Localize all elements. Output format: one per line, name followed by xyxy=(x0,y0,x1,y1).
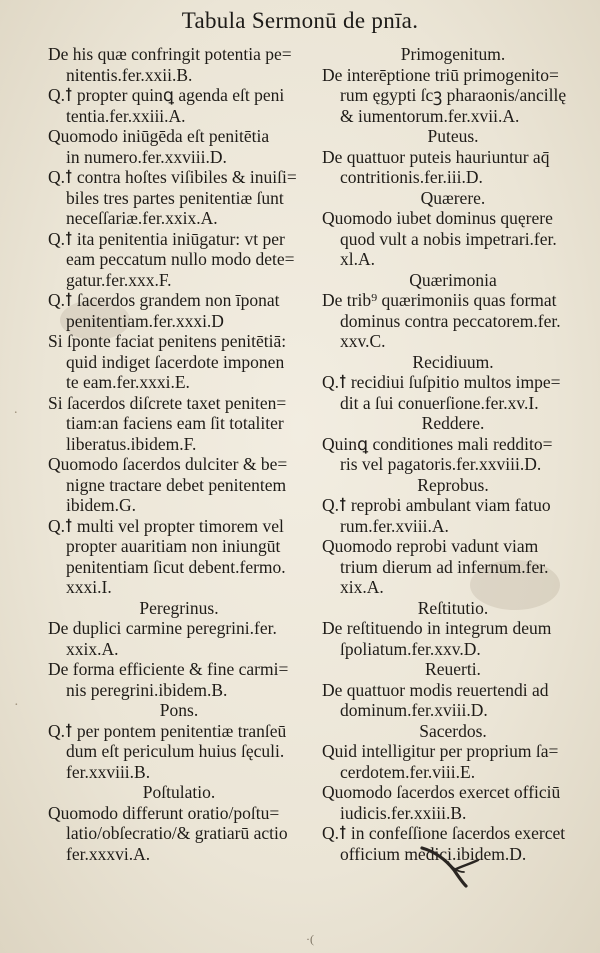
ink-flourish-icon xyxy=(418,842,482,890)
index-heading: Pons. xyxy=(159,700,199,720)
index-entry-line: xxix.A. xyxy=(66,638,119,659)
index-heading: Primogenitum. xyxy=(400,44,506,64)
index-entry-line: xl.A. xyxy=(340,249,375,269)
index-entry-line: Q.ꝉ reprobi ambulant viam fatuo xyxy=(322,495,551,515)
index-entry-line: ris vel pagatoris.fer.xxviii.D. xyxy=(340,454,542,474)
margin-dot: . xyxy=(14,402,18,417)
index-entry-line: Quomodo reprobi vadunt viam xyxy=(322,536,539,556)
index-heading: Reuerti. xyxy=(425,659,481,679)
index-heading: Reddere. xyxy=(421,413,485,433)
index-heading: Reſtitutio. xyxy=(417,597,489,618)
index-entry-line: Quomodo differunt oratio/poſtu= xyxy=(48,802,280,823)
index-heading: Peregrinus. xyxy=(139,597,219,618)
index-heading: Reprobus. xyxy=(417,474,489,495)
index-entry-line: rum.fer.xviii.A. xyxy=(340,515,449,536)
index-entry-line: biles tres partes penitentiæ ſunt xyxy=(66,187,284,208)
index-entry-line: fer.xxviii.B. xyxy=(66,761,151,782)
index-entry-line: nitentis.fer.xxii.B. xyxy=(66,64,193,85)
index-entry-line: ſpoliatum.fer.xxv.D. xyxy=(340,638,481,659)
index-entry-line: Q.ꝉ in confeſſione ſacerdos exercet xyxy=(322,823,566,843)
index-entry-line: nis peregrini.ibidem.B. xyxy=(66,679,228,700)
left-column xyxy=(48,44,310,864)
index-entry-line: De forma efficiente & fine carmi= xyxy=(48,659,289,679)
index-entry-line: penitentiam.fer.xxxi.D xyxy=(66,310,224,331)
index-entry-line: De his quæ confringit potentia pe= xyxy=(48,44,292,64)
index-entry-line: De duplici carmine peregrini.fer. xyxy=(48,618,277,638)
index-entry-line: Quid intelligitur per proprium ſa= xyxy=(322,741,559,761)
index-entry-line: dominum.fer.xviii.D. xyxy=(340,700,488,720)
index-entry-line: tiam:an faciens eam ſit totaliter xyxy=(66,413,284,433)
index-heading: Recidiuum. xyxy=(412,351,494,372)
index-entry-line: Si ſacerdos diſcrete taxet peniten= xyxy=(48,392,287,413)
index-heading: Quærimonia xyxy=(409,269,497,290)
index-entry-line: De trib⁹ quærimoniis quas format xyxy=(322,290,557,310)
index-entry-line: & iumentorum.fer.xvii.A. xyxy=(340,105,520,126)
index-heading: Poſtulatio. xyxy=(142,782,216,802)
index-entry-line: quod vult a nobis impetrari.fer. xyxy=(340,228,557,249)
index-entry-line: Q.ꝉ per pontem penitentiæ tranſeū xyxy=(48,720,287,741)
index-entry-line: neceſſariæ.fer.xxix.A. xyxy=(66,208,218,228)
index-entry-line: xxxi.I. xyxy=(66,577,112,597)
index-heading: Puteus. xyxy=(427,126,479,146)
index-entry-line: dominus contra peccatorem.fer. xyxy=(340,310,561,331)
index-entry-line: eam peccatum nullo modo dete= xyxy=(66,249,295,269)
index-entry-line: propter auaritiam non iniungūt xyxy=(66,536,281,556)
index-entry-line: Q.ꝉ ita penitentia iniūgatur: vt per xyxy=(48,228,285,249)
index-entry-line: xix.A. xyxy=(340,577,384,597)
index-entry-line: Q.ꝉ recidiui ſuſpitio multos impe= xyxy=(322,372,561,392)
index-entry-line: quid indiget ſacerdote imponen xyxy=(66,351,285,372)
index-entry-line: De quattuor puteis hauriuntur aq̄ xyxy=(322,146,550,167)
index-entry-line: tentia.fer.xxiii.A. xyxy=(66,105,186,126)
index-entry-line: liberatus.ibidem.F. xyxy=(66,433,197,454)
page-title: Tabula Sermonū de pnīa. xyxy=(181,8,419,33)
index-entry-line: dum eſt periculum huius ſęculi. xyxy=(66,741,285,761)
margin-dot: · xyxy=(14,698,19,713)
index-entry-line: Q.ꝉ ſacerdos grandem non īponat xyxy=(48,290,280,310)
index-entry-line: iudicis.fer.xxiii.B. xyxy=(340,802,467,823)
index-heading: Quærere. xyxy=(420,187,486,208)
index-entry-line: Quomodo ſacerdos dulciter & be= xyxy=(48,454,288,474)
index-entry-line: cerdotem.fer.viii.E. xyxy=(340,761,476,782)
index-entry-line: De interēptione triū primogenito= xyxy=(322,64,559,85)
index-entry-line: Quomodo ſacerdos exercet officiū xyxy=(322,782,561,802)
index-entry-line: Quinꝗ conditiones mali reddito= xyxy=(322,433,553,454)
index-entry-line: trium dierum ad infernum.fer. xyxy=(340,556,549,577)
index-entry-line: dit a ſui conuerſione.fer.xv.I. xyxy=(340,392,539,413)
index-heading: Sacerdos. xyxy=(419,720,487,741)
index-entry-line: Quomodo iniūgēda eſt penitētia xyxy=(48,126,270,146)
index-entry-line: latio/obſecratio/& gratiarū actio xyxy=(66,823,288,843)
index-entry-line: fer.xxxvi.A. xyxy=(66,843,151,864)
index-entry-line: Q.ꝉ multi vel propter timorem vel xyxy=(48,515,284,536)
index-entry-line: ibidem.G. xyxy=(66,495,136,515)
index-entry-line: in numero.fer.xxviii.D. xyxy=(66,146,227,167)
index-entry-line: Q.ꝉ contra hoſtes viſibiles & inuiſi= xyxy=(48,167,297,187)
index-entry-line: te eam.fer.xxxi.E. xyxy=(66,372,190,392)
index-entry-line: De reſtituendo in integrum deum xyxy=(322,618,552,638)
page-footer-mark: ·( xyxy=(306,932,314,946)
index-entry-line: nigne tractare debet penitentem xyxy=(66,474,287,495)
index-entry-line: contritionis.fer.iii.D. xyxy=(340,167,483,187)
index-entry-line: penitentiam ſicut debent.fermo. xyxy=(66,556,286,577)
right-column xyxy=(322,44,584,864)
index-entry-line: xxv.C. xyxy=(340,331,386,351)
index-entry-line: De quattuor modis reuertendi ad xyxy=(322,679,549,700)
index-entry-line: rum ęgypti ſcꝫ pharaonis/ancillę xyxy=(340,85,567,105)
index-entry-line: Si ſponte faciat penitens penitētiā: xyxy=(48,331,287,351)
index-entry-line: Q.ꝉ propter quinꝗ agenda eſt peni xyxy=(48,85,285,105)
index-entry-line: Quomodo iubet dominus quęrere xyxy=(322,208,553,228)
index-entry-line: gatur.fer.xxx.F. xyxy=(66,269,172,290)
index-entry-line: officium medici.ibidem.D. xyxy=(340,843,527,864)
